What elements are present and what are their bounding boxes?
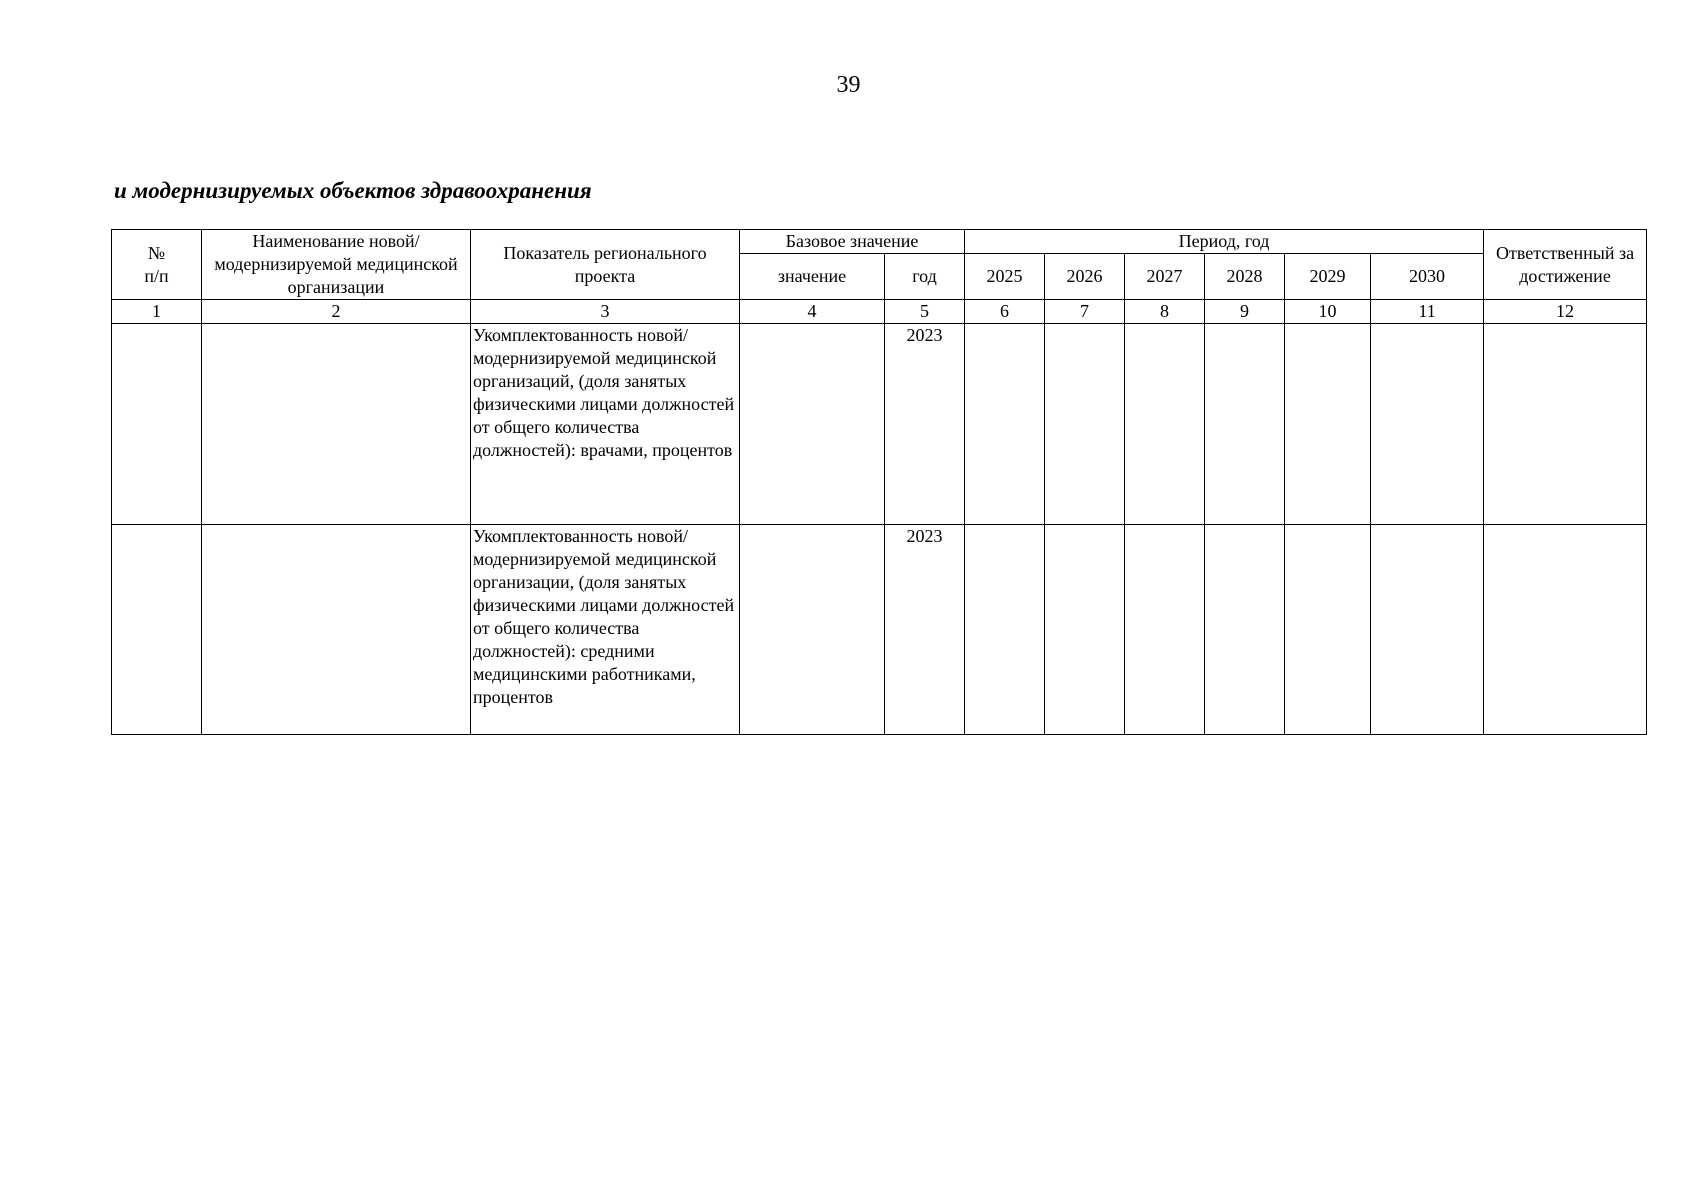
column-number: 9 — [1205, 300, 1285, 324]
header-num — [112, 230, 202, 300]
column-number: 5 — [885, 300, 965, 324]
column-number: 6 — [965, 300, 1045, 324]
header-base-value: Базовое значение — [740, 230, 965, 254]
column-number: 4 — [740, 300, 885, 324]
header-row-top — [112, 230, 1647, 254]
cell-year-value — [1285, 525, 1371, 735]
table-row — [112, 324, 1647, 525]
cell-base-value — [740, 525, 885, 735]
cell-indicator: Укомплектованность новой/модернизируемой медицинской организаций, (доля занятых физическими лицами должностей от общего количества должностей): врачами, процентов — [471, 324, 740, 525]
column-number: 3 — [471, 300, 740, 324]
header-year: 2029 — [1285, 254, 1371, 300]
cell-year-value — [1125, 525, 1205, 735]
cell-year-value — [965, 324, 1045, 525]
page-number: 39 — [836, 72, 861, 98]
column-number: 10 — [1285, 300, 1371, 324]
column-number: 11 — [1371, 300, 1484, 324]
header-year: 2025 — [965, 254, 1045, 300]
cell-responsible — [1484, 525, 1647, 735]
header-num-label: п/п — [144, 265, 169, 286]
indicators-table — [111, 229, 1647, 735]
column-number: 7 — [1045, 300, 1125, 324]
column-number: 1 — [112, 300, 202, 324]
cell-base-value — [740, 324, 885, 525]
cell-org-name — [202, 324, 471, 525]
column-number: 2 — [202, 300, 471, 324]
header-year: 2030 — [1371, 254, 1484, 300]
header-year: 2028 — [1205, 254, 1285, 300]
cell-num — [112, 525, 202, 735]
cell-year-value — [1285, 324, 1371, 525]
cell-num — [112, 324, 202, 525]
header-base-value-year: год — [885, 254, 965, 300]
section-title: и модернизируемых объектов здравоохранения — [114, 178, 592, 203]
header-year: 2026 — [1045, 254, 1125, 300]
cell-base-year: 2023 — [885, 525, 965, 735]
header-period: Период, год — [965, 230, 1484, 254]
cell-org-name — [202, 525, 471, 735]
column-number: 12 — [1484, 300, 1647, 324]
header-responsible: Ответственный за достижение — [1484, 230, 1647, 300]
header-num-sign: № — [147, 242, 166, 263]
cell-responsible — [1484, 324, 1647, 525]
cell-year-value — [1045, 324, 1125, 525]
header-base-value-value: значение — [740, 254, 885, 300]
cell-year-value — [1205, 324, 1285, 525]
header-org-name: Наименование новой/модернизируемой медицинской организации — [202, 230, 471, 300]
cell-year-value — [1125, 324, 1205, 525]
header-year: 2027 — [1125, 254, 1205, 300]
column-number: 8 — [1125, 300, 1205, 324]
column-number-row — [112, 300, 1647, 324]
cell-year-value — [1371, 525, 1484, 735]
cell-year-value — [1205, 525, 1285, 735]
cell-year-value — [965, 525, 1045, 735]
cell-year-value — [1371, 324, 1484, 525]
cell-indicator: Укомплектованность новой/модернизируемой медицинской организации, (доля занятых физическими лицами должностей от общего количества должностей): средними медицинскими работниками, процентов — [471, 525, 740, 735]
cell-base-year: 2023 — [885, 324, 965, 525]
header-indicator: Показатель регионального проекта — [471, 230, 740, 300]
cell-year-value — [1045, 525, 1125, 735]
table-row — [112, 525, 1647, 735]
